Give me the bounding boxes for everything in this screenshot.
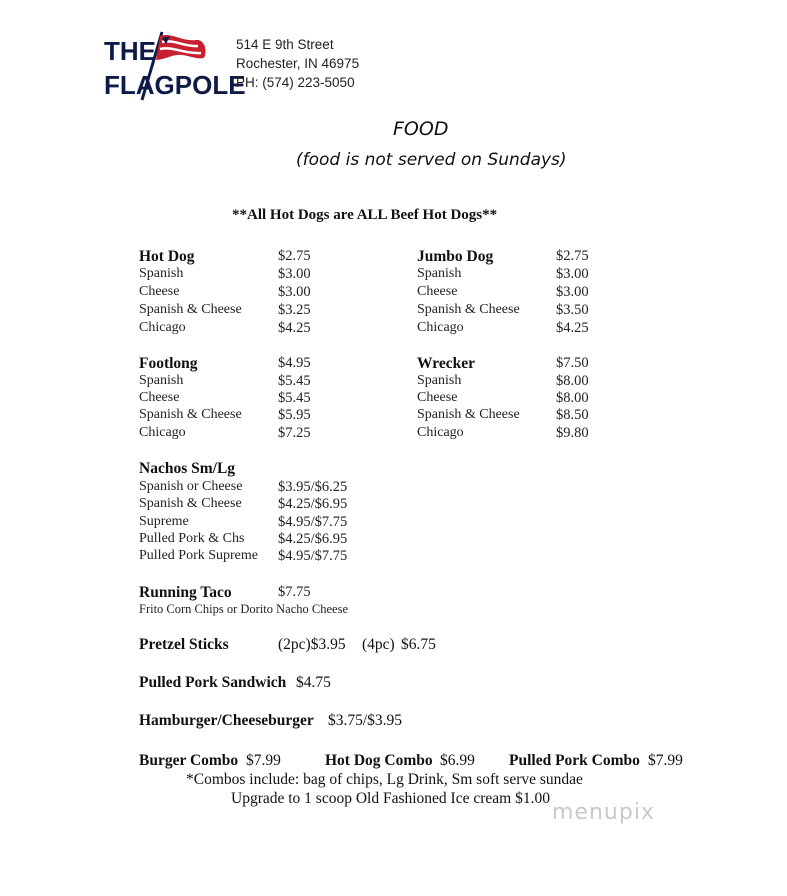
menu-item-price: $4.25/$6.95 (278, 531, 348, 547)
menu-item-price: $3.00 (556, 266, 589, 282)
menu-item-label: Spanish (417, 266, 462, 281)
menu-item-price: $9.80 (556, 425, 589, 441)
logo-word-flagpole: FLAGPOLE (104, 70, 246, 100)
menu-item-label: Supreme (139, 514, 189, 529)
running-taco-heading: Running Taco (139, 584, 232, 601)
burger-combo-price: $7.99 (246, 752, 281, 769)
jumbo-dog-heading: Jumbo Dog (417, 248, 494, 265)
menu-item-label: Spanish & Cheese (139, 302, 242, 317)
menu-item-label: Cheese (139, 390, 180, 405)
address-street: 514 E 9th Street (236, 37, 334, 52)
page-title: FOOD (393, 118, 449, 140)
menu-item-price: $3.50 (556, 302, 589, 318)
menu-item-label: Spanish & Cheese (139, 407, 242, 422)
pretzel-price-2pc: (2pc)$3.95 (278, 636, 346, 653)
wrecker-heading: Wrecker (417, 355, 475, 372)
menu-item-label: Spanish (417, 373, 462, 388)
pretzel-price-4pc: $6.75 (401, 636, 436, 653)
hamburger-heading: Hamburger/Cheeseburger (139, 712, 314, 729)
hot-dog-price: $2.75 (278, 248, 311, 264)
hamburger-price: $3.75/$3.95 (328, 712, 403, 729)
menu-item-price: $7.25 (278, 425, 311, 441)
menu-item-price: $4.25/$6.95 (278, 496, 348, 512)
menupix-watermark: menupix (552, 800, 655, 825)
footlong-heading: Footlong (139, 355, 198, 372)
hot-dog-note: **All Hot Dogs are ALL Beef Hot Dogs** (232, 207, 498, 223)
menu-item-label: Spanish (139, 373, 184, 388)
logo-word-the: THE (104, 36, 156, 66)
menu-item-price: $8.00 (556, 390, 589, 406)
menu-item-label: Spanish (139, 266, 184, 281)
hotdog-combo-price: $6.99 (440, 752, 475, 769)
menu-item-label: Cheese (139, 284, 180, 299)
running-taco-description: Frito Corn Chips or Dorito Nacho Cheese (139, 602, 349, 616)
menu-item-label: Pulled Pork Supreme (139, 548, 258, 563)
menu-item-label: Spanish or Cheese (139, 479, 243, 494)
menu-item-price: $4.25 (556, 320, 589, 336)
menu-item-price: $8.00 (556, 373, 589, 389)
menu-item-label: Spanish & Cheese (417, 407, 520, 422)
address-phone: PH: (574) 223-5050 (236, 75, 355, 90)
menu-item-price: $4.95/$7.75 (278, 514, 348, 530)
wrecker-price: $7.50 (556, 355, 589, 371)
menu-item-label: Spanish & Cheese (139, 496, 242, 511)
running-taco-price: $7.75 (278, 584, 311, 600)
menu-item-label: Cheese (417, 284, 458, 299)
menu-item-price: $4.25 (278, 320, 311, 336)
footlong-price: $4.95 (278, 355, 311, 371)
menu-item-price: $8.50 (556, 407, 589, 423)
menu-item-price: $3.00 (556, 284, 589, 300)
menu-item-price: $3.00 (278, 266, 311, 282)
menu-item-label: Chicago (139, 320, 186, 335)
nachos-heading: Nachos Sm/Lg (139, 460, 236, 477)
pretzel-label-4pc: (4pc) (362, 636, 395, 653)
menu-item-price: $5.95 (278, 407, 311, 423)
menu-item-price: $4.95/$7.75 (278, 548, 348, 564)
hot-dog-heading: Hot Dog (139, 248, 195, 265)
menu-item-label: Chicago (417, 425, 464, 440)
pulled-pork-combo-heading: Pulled Pork Combo (509, 752, 640, 769)
address-city: Rochester, IN 46975 (236, 56, 360, 71)
pulled-pork-sandwich-price: $4.75 (296, 674, 331, 691)
page-subtitle: (food is not served on Sundays) (296, 150, 567, 170)
menu-item-price: $5.45 (278, 390, 311, 406)
combos-note: *Combos include: bag of chips, Lg Drink, Sm soft serve sundae (186, 771, 583, 788)
hotdog-combo-heading: Hot Dog Combo (325, 752, 433, 769)
menu-item-label: Chicago (139, 425, 186, 440)
upgrade-note: Upgrade to 1 scoop Old Fashioned Ice cream $1.00 (231, 790, 550, 807)
menu-item-price: $3.25 (278, 302, 311, 318)
flagpole-logo (100, 30, 246, 102)
jumbo-dog-price: $2.75 (556, 248, 589, 264)
pulled-pork-combo-price: $7.99 (648, 752, 683, 769)
menu-item-price: $3.00 (278, 284, 311, 300)
pulled-pork-sandwich-heading: Pulled Pork Sandwich (139, 674, 287, 691)
menu-item-label: Pulled Pork & Chs (139, 531, 245, 546)
pretzel-heading: Pretzel Sticks (139, 636, 229, 653)
menu-item-price: $3.95/$6.25 (278, 479, 348, 495)
burger-combo-heading: Burger Combo (139, 752, 239, 769)
menu-item-label: Chicago (417, 320, 464, 335)
menu-item-price: $5.45 (278, 373, 311, 389)
menu-item-label: Cheese (417, 390, 458, 405)
menu-item-label: Spanish & Cheese (417, 302, 520, 317)
